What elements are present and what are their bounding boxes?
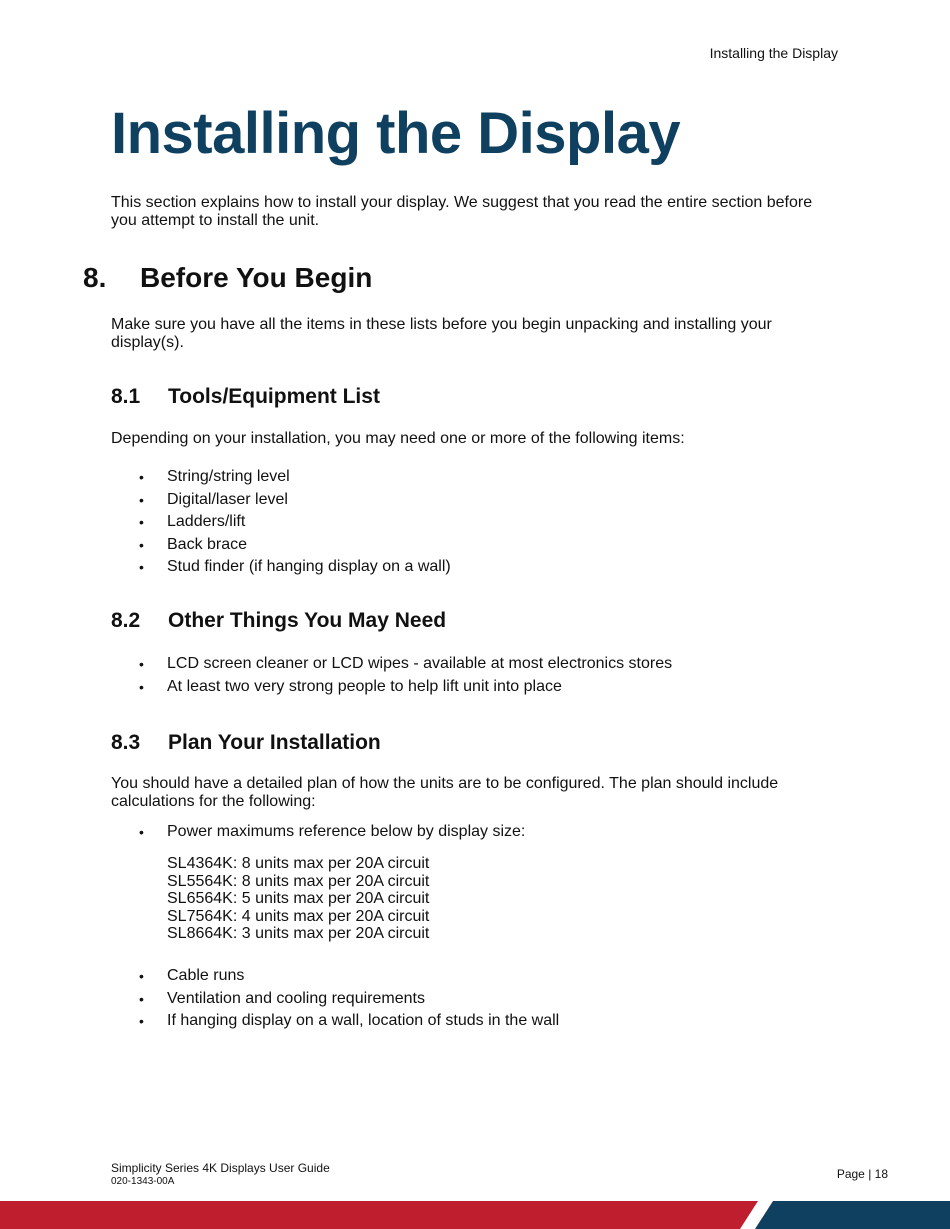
tools-list <box>139 468 451 581</box>
footer-bar-navy <box>755 1201 950 1229</box>
list-item: • String/string level <box>139 468 290 485</box>
section-title: Before You Begin <box>140 262 373 293</box>
section-number: 8.1 <box>111 385 141 408</box>
footer-page-number: Page | 18 <box>836 1167 888 1181</box>
power-row: SL6564K: 5 units max per 20A circuit <box>167 890 430 908</box>
section-number: 8.2 <box>111 609 141 632</box>
section-title: Tools/Equipment List <box>168 385 380 408</box>
bullet-icon: • <box>139 824 144 840</box>
list-item: • Back brace <box>139 535 248 553</box>
bullet-icon: • <box>139 469 144 485</box>
list-item: • Power maximums reference below by display size: <box>139 823 526 840</box>
power-row: SL4364K: 8 units max per 20A circuit <box>167 855 430 872</box>
section-title: Plan Your Installation <box>168 731 381 754</box>
list-item: • Stud finder (if hanging display on a wall) <box>139 558 451 575</box>
list-item: • At least two very strong people to help lift unit into place <box>139 677 562 695</box>
list-item: • Ventilation and cooling requirements <box>139 989 425 1007</box>
footer-doc-code: 020-1343-00A <box>111 1176 175 1187</box>
list-item: • Digital/laser level <box>139 490 288 508</box>
section-heading-8-2 <box>111 609 446 633</box>
section-heading-8-3 <box>111 731 381 755</box>
power-row: SL5564K: 8 units max per 20A circuit <box>167 872 430 890</box>
section-heading-8 <box>83 262 372 294</box>
list-item: • If hanging display on a wall, location of studs in the wall <box>139 1012 560 1029</box>
section-number: 8. <box>83 262 107 293</box>
power-item-list <box>139 823 525 846</box>
plan-list <box>139 967 559 1035</box>
bullet-icon: • <box>139 514 144 530</box>
section-8-3-intro: You should have a detailed plan of how the units are to be configured. The plan should include calculations for the following: <box>111 775 779 810</box>
section-8-intro: Make sure you have all the items in these lists before you begin unpacking and installing your display(s). <box>111 316 772 351</box>
power-row: SL8664K: 3 units max per 20A circuit <box>167 925 430 943</box>
bullet-icon: • <box>139 491 144 508</box>
section-title: Other Things You May Need <box>168 609 447 632</box>
bullet-icon: • <box>139 968 144 984</box>
list-item: • LCD screen cleaner or LCD wipes - available at most electronics stores <box>139 655 673 672</box>
chapter-intro: This section explains how to install your display. We suggest that you read the entire section before you attempt to install the unit. <box>111 194 813 229</box>
bullet-icon: • <box>139 1013 144 1029</box>
footer-guide-title: Simplicity Series 4K Displays User Guide <box>111 1161 330 1175</box>
running-header: Installing the Display <box>709 45 838 61</box>
other-things-list <box>139 655 672 700</box>
section-8-1-intro: Depending on your installation, you may need one or more of the following items: <box>111 430 685 447</box>
list-item: • Cable runs <box>139 967 245 984</box>
bullet-icon: • <box>139 656 144 672</box>
chapter-title: Installing the Display <box>111 101 681 166</box>
power-row: SL7564K: 4 units max per 20A circuit <box>167 907 430 925</box>
bullet-icon: • <box>139 678 144 695</box>
power-table <box>167 855 429 943</box>
section-heading-8-1 <box>111 385 380 409</box>
bullet-icon: • <box>139 990 144 1007</box>
footer-bar <box>0 1201 950 1229</box>
list-item: • Ladders/lift <box>139 513 246 530</box>
bullet-icon: • <box>139 559 144 575</box>
section-number: 8.3 <box>111 731 141 754</box>
bullet-icon: • <box>139 536 144 553</box>
